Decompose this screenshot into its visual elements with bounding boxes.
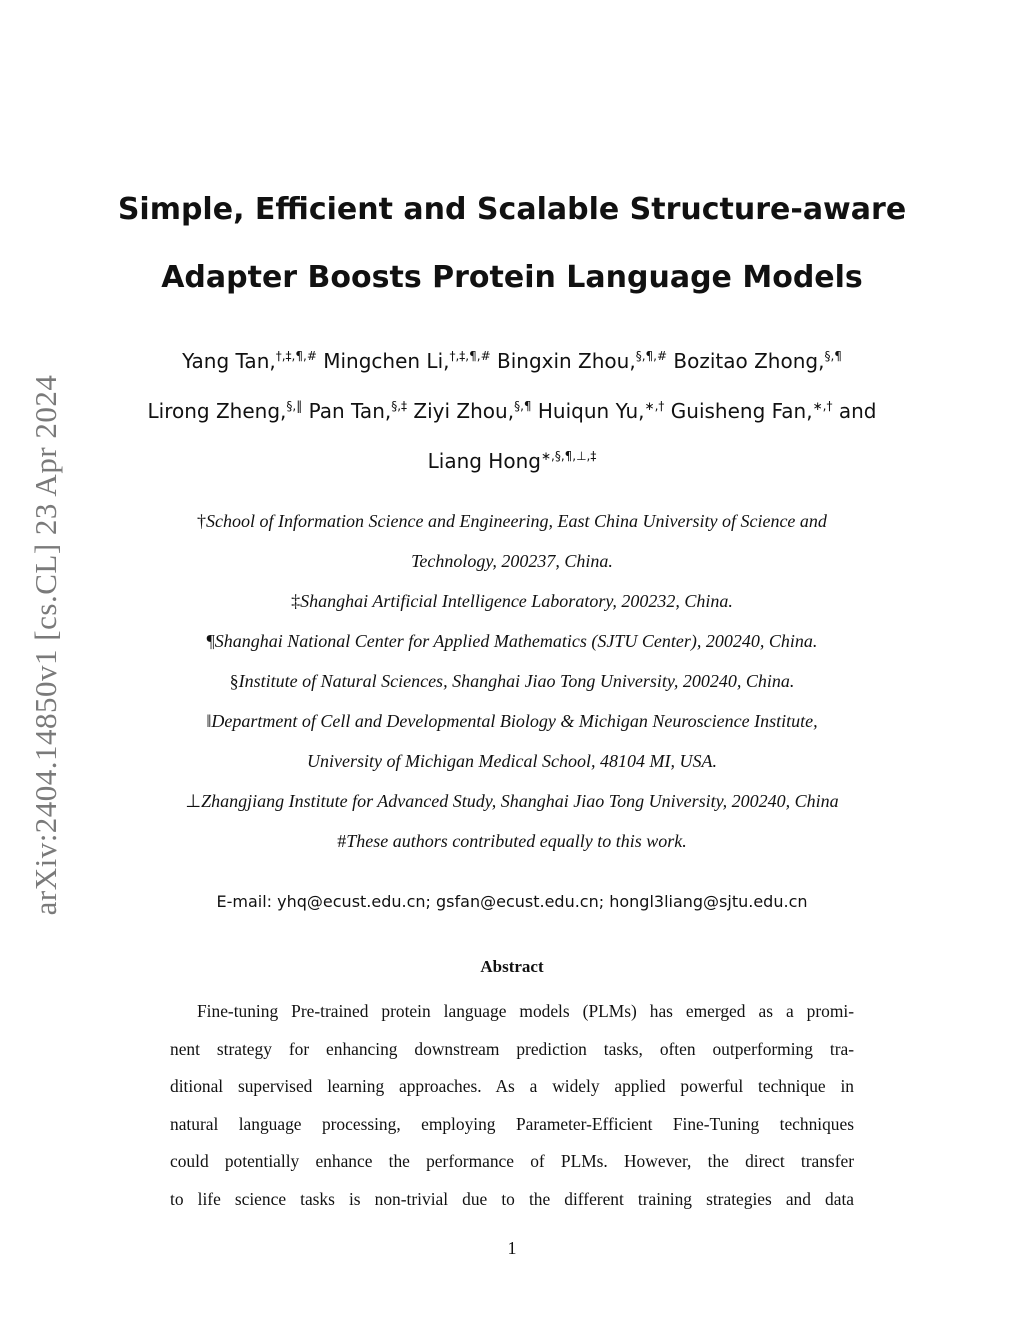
affiliation-line [90,631,934,652]
page-number: 1 [507,1238,517,1258]
affiliation-text: School of Information Science and Engineering, East China University of Science and [206,511,827,531]
affiliation-symbol: † [197,511,207,531]
affiliation-symbol: § [229,671,239,691]
affiliation-line [90,671,934,692]
author-name: Ziyi Zhou, [413,399,515,423]
abstract-line: ditional supervised learning approaches. As a widely applied powerful technique in [170,1076,854,1096]
affiliation-line [90,551,934,572]
arxiv-identifier-stamp: arXiv:2404.14850v1 [cs.CL] 23 Apr 2024 [28,374,63,916]
affiliation-text: These authors contributed equally to this work. [346,831,687,851]
abstract-line: nent strategy for enhancing downstream prediction tasks, often outperforming tra- [170,1039,854,1059]
affiliation-line [90,791,934,812]
author-affiliation-marks: §,‡ [391,399,408,413]
author-name: Bingxin Zhou, [496,349,636,373]
contact-email: E-mail: yhq@ecust.edu.cn; gsfan@ecust.edu.cn; hongl3liang@sjtu.edu.cn [216,892,808,911]
affiliation-line [90,751,934,772]
author-affiliation-marks: †,‡,¶,# [449,349,491,363]
author-list-line-3 [90,449,934,473]
author-affiliation-marks: §,‖ [286,399,303,413]
affiliation-line [90,591,934,612]
affiliation-line [90,511,934,532]
abstract-line: to life science tasks is non-trivial due to the different training strategies and data [170,1189,854,1209]
author-affiliation-marks: §,¶ [514,399,532,413]
affiliation-text: Technology, 200237, China. [411,551,613,571]
affiliation-text: Zhangjiang Institute for Advanced Study, Shanghai Jiao Tong University, 200240, China [201,791,839,811]
affiliation-symbol: # [337,831,347,851]
author-affiliation-marks: ∗,† [812,399,833,413]
author-name: Mingchen Li, [323,349,450,373]
author-name: Lirong Zheng, [147,399,287,423]
affiliation-line [90,831,934,852]
abstract-line: Fine-tuning Pre-trained protein language models (PLMs) has emerged as a promi- [197,1001,854,1021]
author-name: Liang Hong [427,449,541,473]
author-name: Yang Tan, [182,349,276,373]
affiliation-text: Shanghai Artificial Intelligence Laboratory, 200232, China. [300,591,733,611]
author-affiliation-marks: ∗,§,¶,⊥,‡ [540,449,597,463]
author-name: Guisheng Fan, [670,399,813,423]
abstract-line: could potentially enhance the performance of PLMs. However, the direct transfer [170,1151,854,1171]
author-name: Huiqun Yu, [537,399,645,423]
author-name: Pan Tan, [308,399,392,423]
abstract-heading: Abstract [480,957,544,976]
author-affiliation-marks: ∗,† [644,399,665,413]
paper-title-line-1: Simple, Efficient and Scalable Structure-aware [117,192,907,227]
affiliation-text: Shanghai National Center for Applied Mathematics (SJTU Center), 200240, China. [214,631,818,651]
author-affiliation-marks: §,¶,# [635,349,668,363]
author-name: Bozitao Zhong, [673,349,825,373]
abstract-line: natural language processing, employing Parameter-Efficient Fine-Tuning techniques [170,1114,854,1134]
affiliation-line [90,711,934,732]
affiliation-symbol: ¶ [206,631,215,651]
affiliation-symbol: ‖ [206,711,212,731]
affiliation-symbol: ⊥ [185,791,202,811]
author-list-line-1 [90,349,934,373]
affiliation-text: University of Michigan Medical School, 48104 MI, USA. [307,751,717,771]
author-affiliation-marks: †,‡,¶,# [275,349,317,363]
affiliation-text: Department of Cell and Developmental Biology & Michigan Neuroscience Institute, [211,711,818,731]
affiliation-text: Institute of Natural Sciences, Shanghai Jiao Tong University, 200240, China. [238,671,795,691]
author-conjunction: and [838,399,877,423]
paper-title-line-2: Adapter Boosts Protein Language Models [161,260,863,295]
author-affiliation-marks: §,¶ [824,349,842,363]
affiliation-symbol: ‡ [291,591,301,611]
author-list-line-2 [90,399,934,423]
